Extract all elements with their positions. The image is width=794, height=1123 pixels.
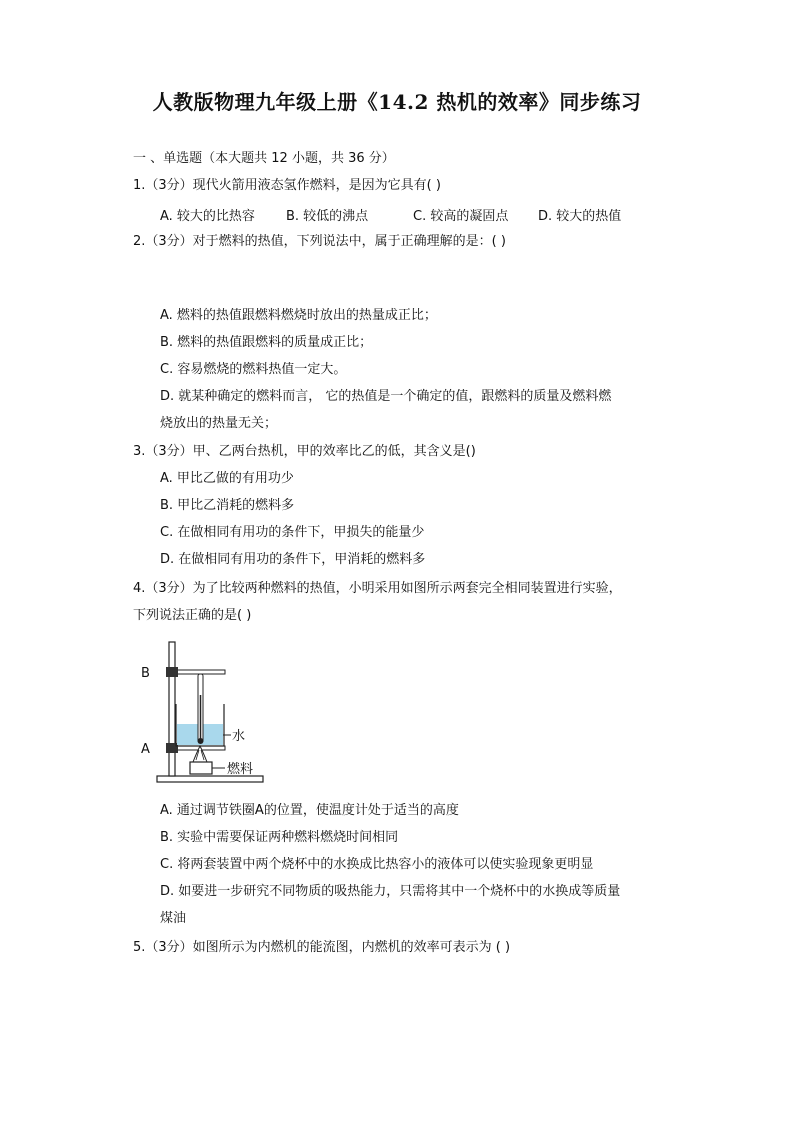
label-water: 水 — [232, 729, 246, 744]
question-3-option-d: D. 在做相同有用功的条件下，甲消耗的燃料多 — [160, 552, 426, 567]
question-4-option-d-continued: 煤油 — [160, 911, 187, 926]
label-a: A — [141, 742, 150, 757]
question-2-stem: 2.（3分）对于燃料的热值，下列说法中，属于正确理解的是：( ) — [133, 234, 506, 249]
question-3-option-a: A. 甲比乙做的有用功少 — [160, 471, 294, 486]
document-title: 人教版物理九年级上册《14.2 热机的效率》同步练习 — [152, 90, 642, 114]
question-4-option-b: B. 实验中需要保证两种燃料燃烧时间相同 — [160, 830, 399, 845]
question-1-option-d: D. 较大的热值 — [538, 209, 622, 224]
question-2-option-b: B. 燃料的热值跟燃料的质量成正比； — [160, 335, 373, 350]
question-1-option-a: A. 较大的比热容 — [160, 209, 255, 224]
label-b: B — [141, 666, 150, 681]
question-4-option-c: C. 将两套装置中两个烧杯中的水换成比热容小的液体可以使实验现象更明显 — [160, 857, 594, 872]
question-1-stem: 1.（3分）现代火箭用液态氢作燃料，是因为它具有( ) — [133, 178, 441, 193]
upper-clamp-arm — [175, 670, 225, 674]
section-heading: 一 、单选题（本大题共 12 小题，共 36 分） — [133, 151, 395, 166]
question-2-option-d: D. 就某种确定的燃料而言， 它的热值是一个确定的值，跟燃料的质量及燃料燃 — [160, 389, 612, 404]
question-2-option-d-continued: 烧放出的热量无关； — [160, 416, 278, 431]
question-3-option-b: B. 甲比乙消耗的燃料多 — [160, 498, 295, 513]
question-4-option-d: D. 如要进一步研究不同物质的吸热能力，只需将其中一个烧杯中的水换成等质量 — [160, 884, 621, 899]
thermometer-bulb — [198, 738, 204, 744]
question-1-option-b: B. 较低的沸点 — [286, 209, 369, 224]
question-4-stem-continued: 下列说法正确的是( ) — [133, 608, 252, 623]
question-4-stem: 4.（3分）为了比较两种燃料的热值，小明采用如图所示两套完全相同装置进行实验， — [133, 581, 622, 596]
stand-rod — [169, 642, 175, 776]
question-5-stem: 5.（3分）如图所示为内燃机的能流图，内燃机的效率可表示为 ( ) — [133, 940, 511, 955]
question-2-option-c: C. 容易燃烧的燃料热值一定大。 — [160, 362, 347, 377]
experiment-apparatus-figure — [135, 640, 265, 790]
upper-clamp-block — [166, 667, 178, 677]
label-fuel: 燃料 — [227, 762, 254, 777]
question-4-option-a: A. 通过调节铁圈A的位置，使温度计处于适当的高度 — [160, 803, 459, 818]
question-3-stem: 3.（3分）甲、乙两台热机，甲的效率比乙的低，其含义是() — [133, 444, 476, 459]
fuel-burner — [190, 762, 212, 774]
question-1-option-c: C. 较高的凝固点 — [413, 209, 509, 224]
question-2-option-a: A. 燃料的热值跟燃料燃烧时放出的热量成正比； — [160, 308, 437, 323]
question-3-option-c: C. 在做相同有用功的条件下，甲损失的能量少 — [160, 525, 425, 540]
